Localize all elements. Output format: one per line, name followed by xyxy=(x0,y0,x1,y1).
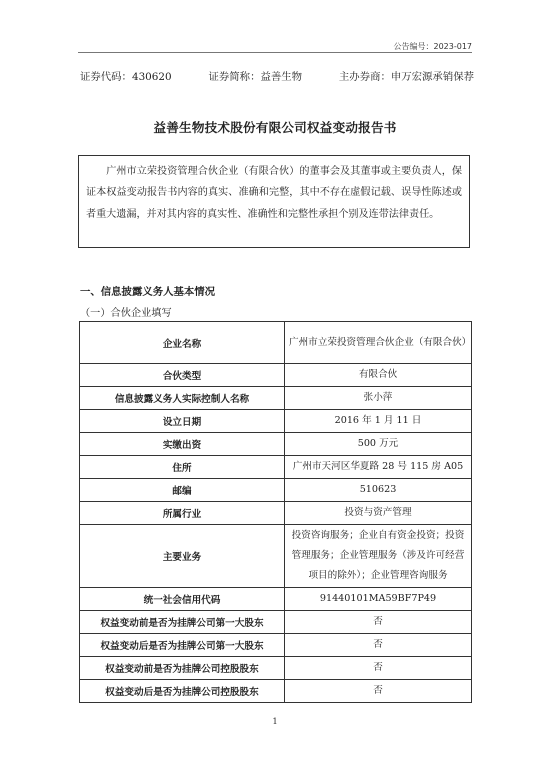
section-subheading: （一）合伙企业填写 xyxy=(80,308,172,319)
security-code: 证券代码：430620 xyxy=(80,71,172,83)
table-row xyxy=(80,410,472,433)
row-label: 住所 xyxy=(80,456,285,479)
row-value: 否 xyxy=(285,634,472,657)
table-row xyxy=(80,525,472,588)
row-value: 2016 年 1 月 11 日 xyxy=(285,410,472,433)
declaration-box: 广州市立荣投资管理合伙企业（有限合伙）的董事会及其董事或主要负责人，保证本权益变动报告书内容的真实、准确和完整，其中不存在虚假记载、误导性陈述或者重大遗漏，并对其内容的真实性、准确性和完整性承担个别及连带法律责任。 xyxy=(78,155,470,248)
header-divider xyxy=(78,52,472,53)
table-row xyxy=(80,657,472,680)
row-value: 否 xyxy=(285,657,472,680)
row-value: 91440101MA59BF7P49 xyxy=(285,588,472,611)
table-row xyxy=(80,364,472,387)
table-row xyxy=(80,387,472,410)
row-value: 510623 xyxy=(285,479,472,502)
row-label: 信息披露义务人实际控制人名称 xyxy=(80,387,285,410)
row-value: 广州市立荣投资管理合伙企业（有限合伙） xyxy=(285,322,472,364)
row-label: 设立日期 xyxy=(80,410,285,433)
table-row xyxy=(80,634,472,657)
row-label: 权益变动后是否为挂牌公司控股股东 xyxy=(80,680,285,703)
row-value: 否 xyxy=(285,680,472,703)
page-number: 1 xyxy=(272,717,278,726)
security-short-name: 证券简称：益善生物 xyxy=(208,71,303,83)
row-label: 统一社会信用代码 xyxy=(80,588,285,611)
table-row xyxy=(80,502,472,525)
table-row xyxy=(80,322,472,364)
row-value: 投资咨询服务；企业自有资金投资；投资管理服务；企业管理服务（涉及许可经营项目的除外）；企业管理咨询服务 xyxy=(285,525,472,588)
row-label: 合伙类型 xyxy=(80,364,285,387)
table-row xyxy=(80,433,472,456)
row-label: 权益变动后是否为挂牌公司第一大股东 xyxy=(80,634,285,657)
table-row xyxy=(80,680,472,703)
row-label: 所属行业 xyxy=(80,502,285,525)
document-title: 益善生物技术股份有限公司权益变动报告书 xyxy=(153,120,397,135)
partnership-info-table xyxy=(79,321,472,703)
row-value: 否 xyxy=(285,611,472,634)
row-value: 张小萍 xyxy=(285,387,472,410)
row-label: 企业名称 xyxy=(80,322,285,364)
row-label: 邮编 xyxy=(80,479,285,502)
security-info-line xyxy=(80,68,474,83)
row-label: 主要业务 xyxy=(80,525,285,588)
row-label: 实缴出资 xyxy=(80,433,285,456)
row-value: 投资与资产管理 xyxy=(285,502,472,525)
section-heading: 一、信息披露义务人基本情况 xyxy=(80,286,216,298)
table-row xyxy=(80,611,472,634)
row-value: 500 万元 xyxy=(285,433,472,456)
row-value: 广州市天河区华夏路 28 号 115 房 A05 xyxy=(285,456,472,479)
row-label: 权益变动前是否为挂牌公司控股股东 xyxy=(80,657,285,680)
row-value: 有限合伙 xyxy=(285,364,472,387)
sponsor-broker: 主办券商：申万宏源承销保荐 xyxy=(338,71,474,83)
table-row xyxy=(80,479,472,502)
announcement-number: 公告编号：2023-017 xyxy=(393,42,472,51)
row-label: 权益变动前是否为挂牌公司第一大股东 xyxy=(80,611,285,634)
table-row xyxy=(80,588,472,611)
table-row xyxy=(80,456,472,479)
